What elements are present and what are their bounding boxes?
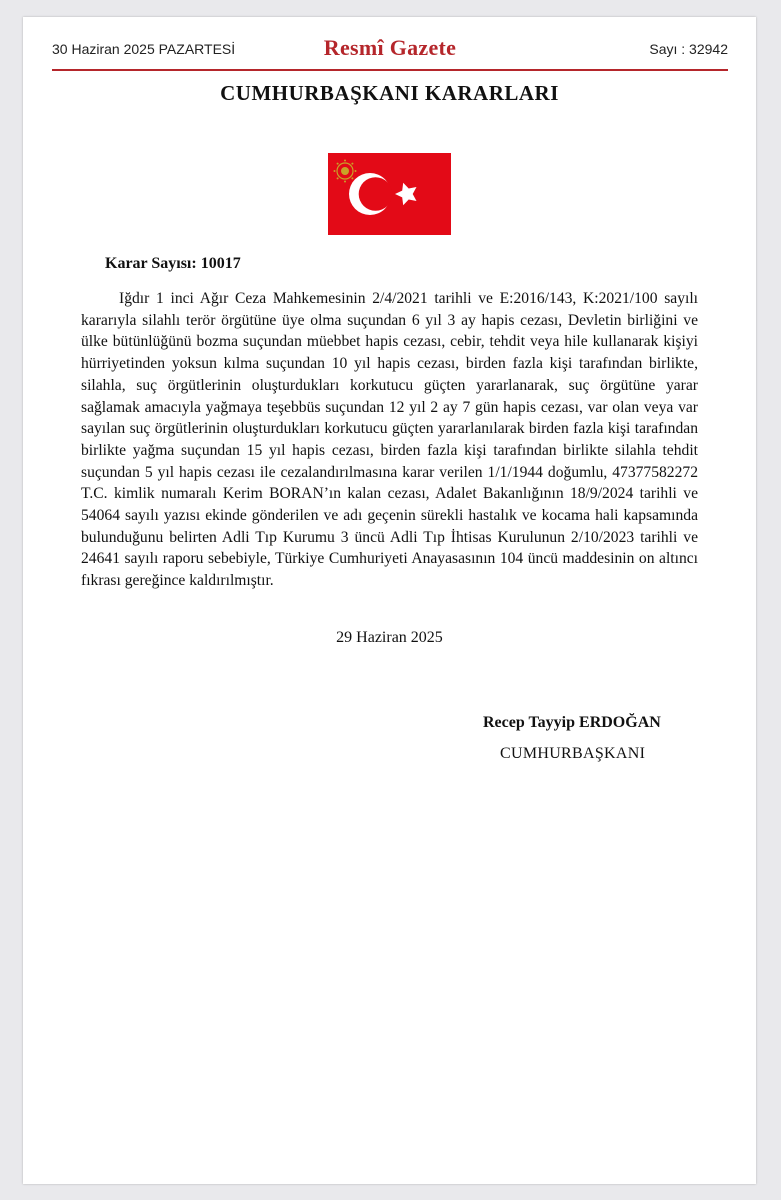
masthead-divider: [52, 69, 728, 71]
decision-number: Karar Sayısı: 10017: [105, 255, 241, 272]
signatory-title: CUMHURBAŞKANI: [500, 745, 646, 762]
turkish-flag-with-presidential-seal-icon: [328, 153, 451, 235]
issue-number: Sayı : 32942: [649, 41, 728, 57]
gazette-title: Resmî Gazete: [323, 35, 457, 60]
decision-date: 29 Haziran 2025: [336, 629, 443, 646]
issue-date: 30 Haziran 2025 PAZARTESİ: [52, 41, 236, 57]
section-heading: CUMHURBAŞKANI KARARLARI: [220, 81, 559, 105]
signatory-name: Recep Tayyip ERDOĞAN: [483, 714, 661, 731]
presidential-seal-icon: [334, 160, 357, 183]
decision-body: Iğdır 1 inci Ağır Ceza Mahkemesinin 2/4/2021 tarihli ve E:2016/143, K:2021/100 sayılı kararıyla silahlı terör örgütüne üye olma suçundan 6 yıl 3 ay hapis cezası, Devletin birliğini ve ülke bütünlüğünü bozma suçundan müebbet hapis cezası, cebir, tehdit veya hile kullanarak kişiyi hürriyetinden yoksun kılma suçundan 10 yıl hapis cezası, birden fazla kişi tarafından birlikte, silahla, suç örgütlerinin oluşturdukları korkutucu güçten yararlanarak, suç örgütüne yarar sağlamak amacıyla yağmaya teşebbüs suçundan 12 yıl 2 ay 7 gün hapis cezası, var olan veya var sayılan suç örgütlerinin oluşturdukları korkutucu güçten yararlanılarak birden fazla kişi tarafından birlikte yağma suçundan 15 yıl hapis cezası, birden fazla kişi tarafından birlikte silahla tehdit suçundan 5 yıl hapis cezası ile cezalandırılmasına karar verilen 1/1/1944 doğumlu, 47377582272 T.C. kimlik numaralı Kerim BORAN’ın kalan cezası, Adalet Bakanlığının 18/9/2024 tarihli ve 54064 sayılı yazısı ekinde gönderilen ve adı geçenin sürekli hastalık ve kocama hali kapsamında bulunduğunu belirten Adli Tıp Kurumu 3 üncü Adli Tıp İhtisas Kurulunun 2/10/2023 tarihli ve 24641 sayılı raporu sebebiyle, Türkiye Cumhuriyeti Anayasasının 104 üncü maddesinin on altıncı fıkrası gereğince kaldırılmıştır.: [81, 290, 698, 590]
gazette-page: [23, 17, 756, 1184]
masthead: [52, 37, 728, 67]
